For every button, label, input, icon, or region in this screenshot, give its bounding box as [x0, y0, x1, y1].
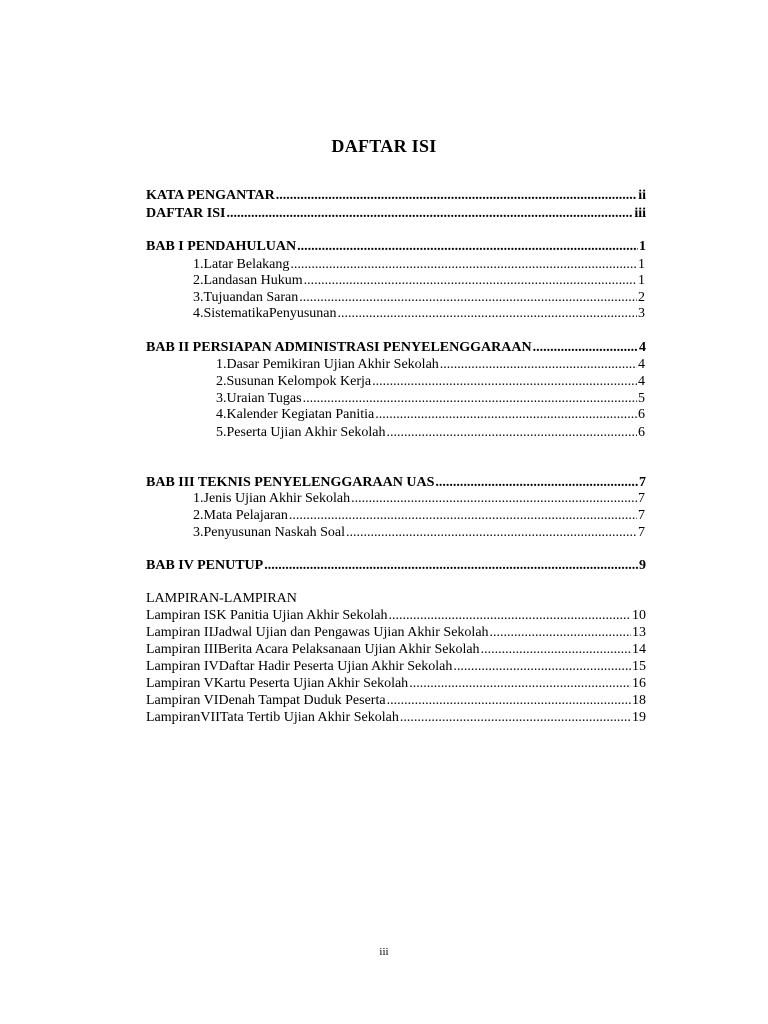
page-number: iii — [379, 946, 389, 958]
toc-item — [193, 490, 645, 507]
toc-entry-page: 4 — [639, 340, 646, 355]
dot-leader — [400, 709, 631, 726]
dot-leader — [303, 390, 637, 407]
toc-item-number: 1. — [193, 257, 204, 272]
toc-entry-page: 13 — [632, 625, 646, 640]
lampiran-item — [146, 692, 646, 709]
toc-item — [193, 305, 645, 322]
lampiran-item — [146, 607, 646, 624]
dot-leader — [490, 624, 631, 641]
toc-item — [216, 406, 645, 423]
toc-entry-page: 7 — [638, 525, 645, 540]
toc-entry-page: iii — [634, 206, 646, 221]
toc-entry-label: Tujuandan Saran — [203, 290, 299, 305]
toc-item-number: 3. — [193, 525, 204, 540]
toc-entry-label: BAB IV PENUTUP — [146, 558, 264, 573]
toc-item-number: 2. — [193, 508, 204, 523]
dot-leader — [440, 356, 637, 373]
toc-entry-label: Dasar Pemikiran Ujian Akhir Sekolah — [226, 357, 439, 372]
toc-entry-page: 3 — [638, 306, 645, 321]
toc-item-number: 4. — [193, 306, 204, 321]
toc-entry-label: Mata Pelajaran — [203, 508, 288, 523]
toc-entry-label: Penyusunan Naskah Soal — [203, 525, 346, 540]
toc-entry-daftar-isi — [146, 205, 646, 222]
toc-entry-page: 6 — [638, 407, 645, 422]
toc-item — [216, 424, 645, 441]
dot-leader — [453, 658, 631, 675]
lampiran-code: Lampiran III — [146, 642, 218, 657]
dot-leader — [387, 692, 631, 709]
dot-leader — [346, 524, 637, 541]
toc-entry-kata-pengantar — [146, 187, 646, 204]
lampiran-item — [146, 709, 646, 726]
toc-entry-page: 2 — [638, 290, 645, 305]
toc-entry-label: DAFTAR ISI — [146, 206, 226, 221]
toc-chapter-bab-3 — [146, 474, 646, 491]
dot-leader — [435, 474, 638, 491]
toc-entry-label: Uraian Tugas — [226, 391, 302, 406]
toc-entry-page: 1 — [638, 257, 645, 272]
toc-entry-label: Tata Tertib Ujian Akhir Sekolah — [219, 710, 399, 725]
toc-item — [216, 373, 645, 390]
toc-entry-page: 14 — [632, 642, 646, 657]
toc-entry-label: Jadwal Ujian dan Pengawas Ujian Akhir Sekolah — [213, 625, 489, 640]
toc-chapter-bab-1 — [146, 238, 646, 255]
dot-leader — [276, 187, 637, 204]
lampiran-code: Lampiran IV — [146, 659, 219, 674]
toc-item — [216, 390, 645, 407]
toc-item-number: 1. — [193, 491, 204, 506]
toc-entry-page: 10 — [632, 608, 646, 623]
toc-entry-label: BAB I PENDAHULUAN — [146, 239, 297, 254]
toc-item — [193, 289, 645, 306]
toc-entry-label: Jenis Ujian Akhir Sekolah — [203, 491, 351, 506]
toc-entry-page: 19 — [632, 710, 646, 725]
toc-item — [216, 356, 645, 373]
lampiran-heading: LAMPIRAN-LAMPIRAN — [146, 591, 297, 606]
toc-entry-page: 9 — [639, 558, 646, 573]
lampiran-item — [146, 675, 646, 692]
lampiran-code: LampiranVII — [146, 710, 220, 725]
toc-item-number: 5. — [216, 425, 227, 440]
lampiran-code: Lampiran II — [146, 625, 214, 640]
toc-item-number: 1. — [216, 357, 227, 372]
dot-leader — [226, 205, 633, 222]
toc-entry-label: Kalender Kegiatan Panitia — [226, 407, 375, 422]
lampiran-item — [146, 658, 646, 675]
toc-entry-label: Berita Acara Pelaksanaan Ujian Akhir Sekolah — [217, 642, 480, 657]
dot-leader — [388, 607, 631, 624]
toc-entry-label: Susunan Kelompok Kerja — [226, 374, 372, 389]
page-title: DAFTAR ISI — [331, 136, 437, 156]
toc-item-number: 2. — [193, 273, 204, 288]
dot-leader — [533, 339, 638, 356]
lampiran-code: Lampiran V — [146, 676, 214, 691]
dot-leader — [375, 406, 637, 423]
dot-leader — [304, 272, 637, 289]
toc-entry-page: 7 — [638, 508, 645, 523]
lampiran-item — [146, 624, 646, 641]
dot-leader — [338, 305, 638, 322]
toc-chapter-bab-2 — [146, 339, 646, 356]
toc-item-number: 2. — [216, 374, 227, 389]
toc-entry-label: Denah Tampat Duduk Peserta — [218, 693, 386, 708]
toc-entry-label: KATA PENGANTAR — [146, 188, 275, 203]
toc-entry-page: 4 — [638, 357, 645, 372]
toc-entry-label: SistematikaPenyusunan — [203, 306, 337, 321]
toc-entry-page: 6 — [638, 425, 645, 440]
toc-entry-page: 18 — [632, 693, 646, 708]
toc-entry-label: BAB III TEKNIS PENYELENGGARAAN UAS — [146, 475, 435, 490]
toc-entry-label: BAB II PERSIAPAN ADMINISTRASI PENYELENGGARAAN — [146, 340, 532, 355]
toc-chapter-bab-4 — [146, 557, 646, 574]
toc-entry-page: ii — [638, 188, 646, 203]
lampiran-code: Lampiran I — [146, 608, 209, 623]
toc-entry-page: 16 — [632, 676, 646, 691]
toc-entry-page: 7 — [638, 491, 645, 506]
lampiran-item — [146, 641, 646, 658]
toc-item — [193, 272, 645, 289]
toc-item-number: 3. — [193, 290, 204, 305]
toc-entry-label: SK Panitia Ujian Akhir Sekolah — [208, 608, 388, 623]
toc-item — [193, 524, 645, 541]
dot-leader — [481, 641, 631, 658]
toc-entry-page: 1 — [639, 239, 646, 254]
dot-leader — [409, 675, 631, 692]
toc-entry-label: Kartu Peserta Ujian Akhir Sekolah — [213, 676, 409, 691]
toc-entry-page: 1 — [638, 273, 645, 288]
toc-item — [193, 507, 645, 524]
dot-leader — [387, 424, 637, 441]
toc-entry-page: 7 — [639, 475, 646, 490]
toc-item-number: 3. — [216, 391, 227, 406]
dot-leader — [299, 289, 637, 306]
toc-entry-page: 4 — [638, 374, 645, 389]
toc-entry-label: Daftar Hadir Peserta Ujian Akhir Sekolah — [218, 659, 453, 674]
dot-leader — [264, 557, 638, 574]
lampiran-code: Lampiran VI — [146, 693, 219, 708]
toc-entry-label: Landasan Hukum — [203, 273, 303, 288]
toc-entry-page: 5 — [638, 391, 645, 406]
toc-entry-label: Latar Belakang — [203, 257, 290, 272]
toc-item-number: 4. — [216, 407, 227, 422]
dot-leader — [290, 256, 637, 273]
dot-leader — [289, 507, 637, 524]
toc-entry-page: 15 — [632, 659, 646, 674]
toc-item — [193, 256, 645, 273]
toc-entry-label: Peserta Ujian Akhir Sekolah — [226, 425, 386, 440]
dot-leader — [351, 490, 637, 507]
dot-leader — [297, 238, 638, 255]
dot-leader — [372, 373, 637, 390]
